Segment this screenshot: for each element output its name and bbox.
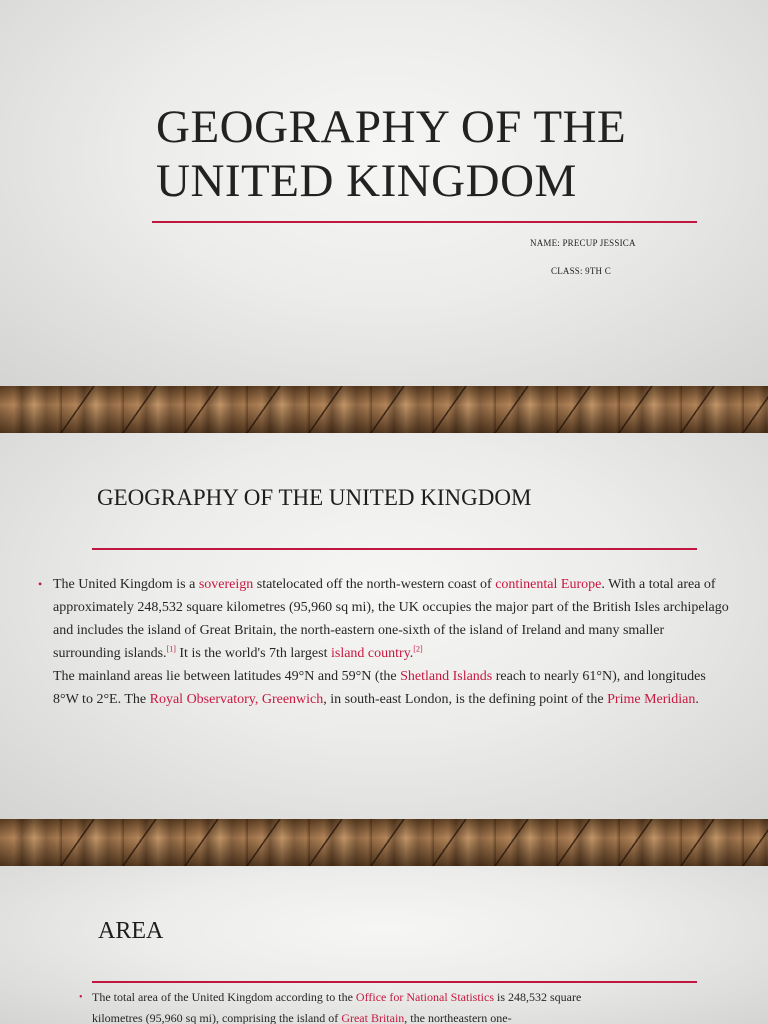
area-heading: AREA	[98, 918, 164, 944]
content-slide	[0, 433, 768, 819]
slide-title: GEOGRAPHY OF THE UNITED KINGDOM	[156, 101, 627, 207]
link-royal-observatory[interactable]: Royal Observatory, Greenwich	[149, 692, 324, 707]
area-slide	[0, 866, 768, 1024]
bullet-icon: •	[38, 577, 43, 591]
area-divider	[92, 981, 697, 983]
author-class: CLASS: 9TH C	[551, 266, 611, 276]
wood-floor-divider-2	[0, 819, 768, 866]
link-shetland-islands[interactable]: Shetland Islands	[400, 669, 493, 684]
title-slide	[0, 0, 768, 386]
title-divider	[152, 221, 697, 223]
wood-floor-divider	[0, 386, 768, 433]
link-prime-meridian[interactable]: Prime Meridian	[607, 692, 696, 707]
link-sovereign[interactable]: sovereign	[198, 577, 254, 592]
author-name: NAME: PRECUP JESSICA	[530, 238, 636, 248]
link-island-country[interactable]: island country	[330, 646, 410, 661]
slide-heading: GEOGRAPHY OF THE UNITED KINGDOM	[97, 485, 532, 510]
bullet-icon: •	[79, 992, 83, 1003]
link-great-britain[interactable]: Great Britain	[341, 1011, 405, 1024]
area-paragraph: • The total area of the United Kingdom according to the Office for National Statistics is 248,532 square kilometres (95,960 sq mi), comprising the island of Great Britain, the northeastern one-	[92, 987, 622, 1024]
heading-divider	[92, 548, 697, 550]
reference-1[interactable]: [1]	[166, 644, 176, 654]
link-continental-europe[interactable]: continental Europe	[495, 577, 602, 592]
reference-2[interactable]: [2]	[413, 644, 423, 654]
link-ons[interactable]: Office for National Statistics	[355, 990, 494, 1004]
paragraph: • The United Kingdom is a sovereign statelocated off the north-western coast of continental Europe. With a total area of approximately 248,532 square kilometres (95,960 sq mi), the UK occupies the major part of the British Isles archipelago and includes the island of Great Britain, the north-eastern one-sixth of the island of Ireland and many smaller surrounding islands.[1] It is the world's 7th largest island country.[2] The mainland areas lie between latitudes 49°N and 59°N (the Shetland Islands reach to nearly 61°N), and longitudes 8°W to 2°E. The Royal Observatory, Greenwich, in south-east London, is the defining point of the Prime Meridian.	[53, 573, 733, 711]
